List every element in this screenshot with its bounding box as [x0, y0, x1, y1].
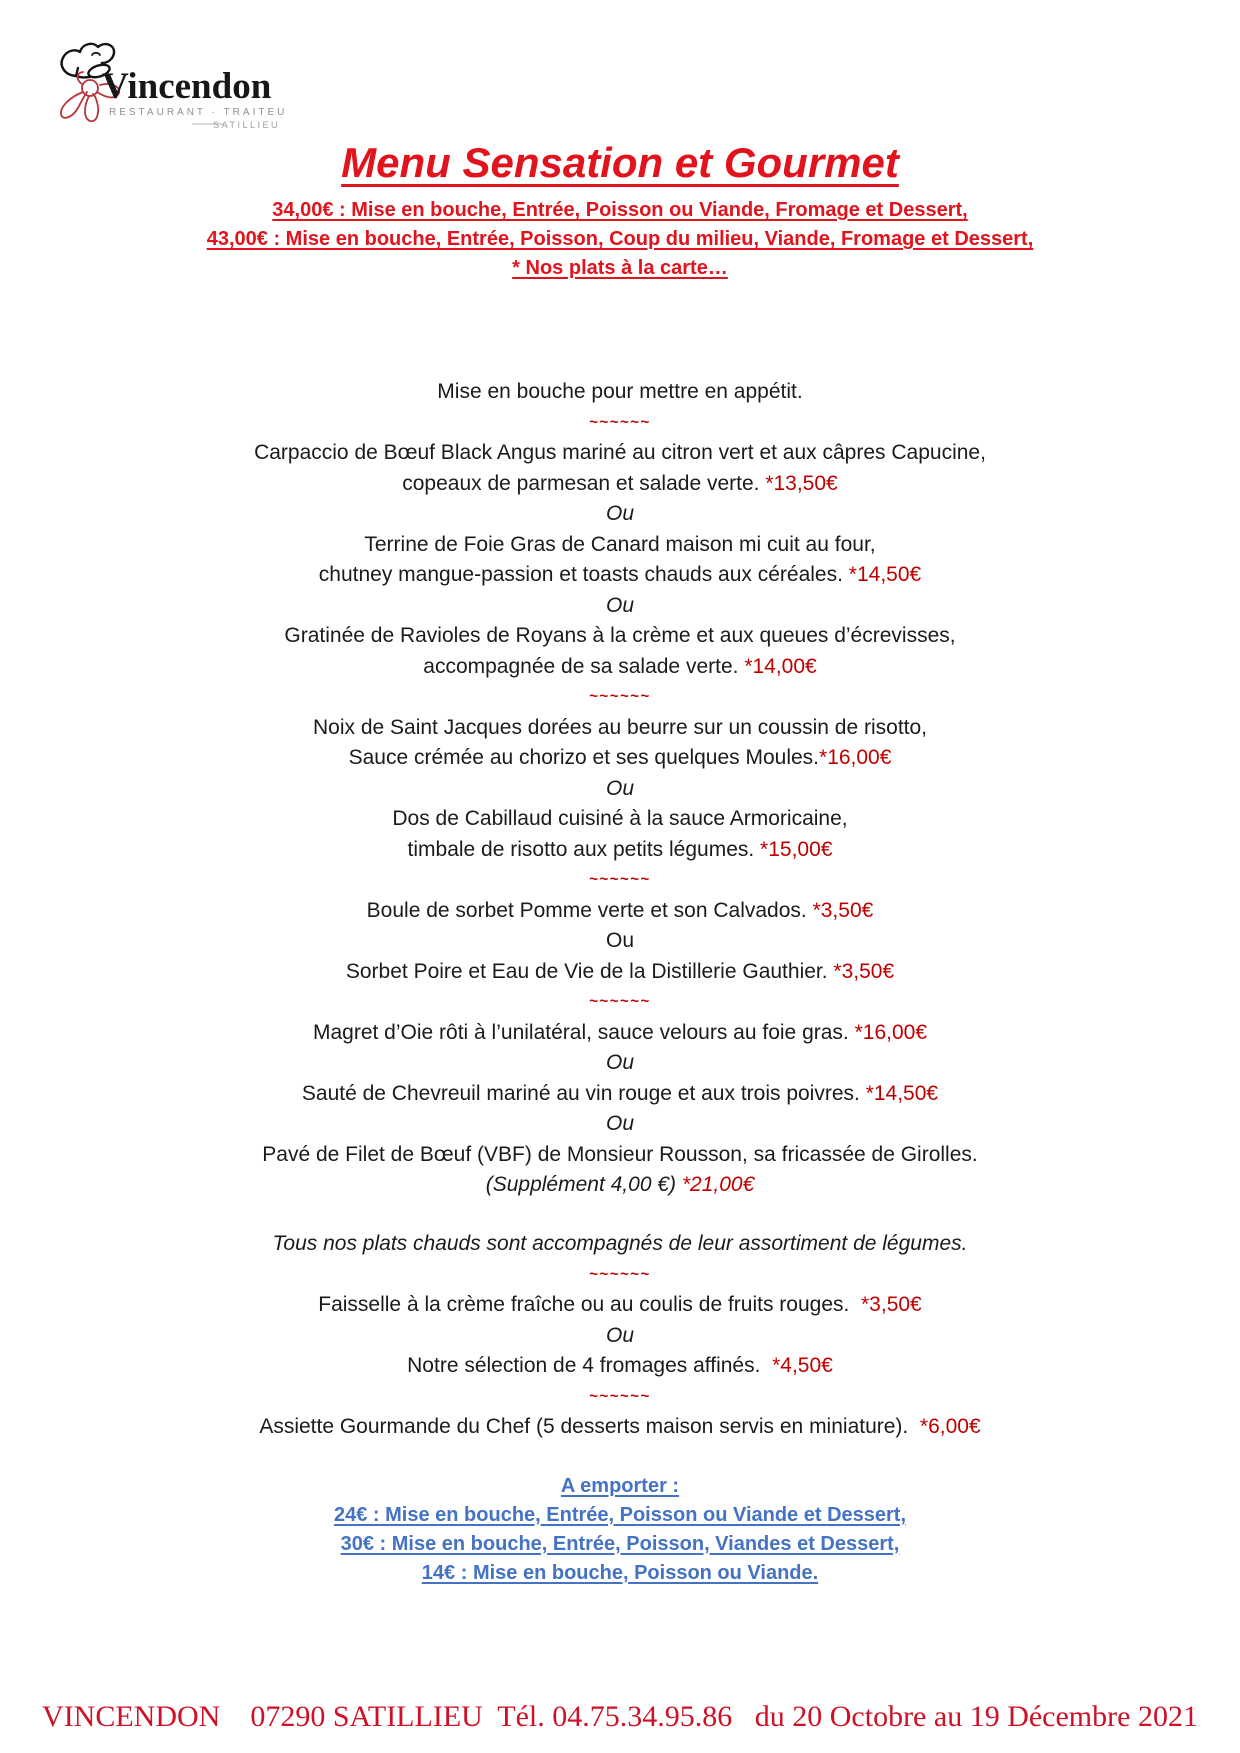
dish-text: Sorbet Poire et Eau de Vie de la Distillerie Gauthier. [345, 959, 828, 983]
formula-text: 34,00€ : Mise en bouche, Entrée, Poisson ou Viande, Fromage et Dessert, [272, 199, 968, 221]
menu-line [0, 896, 1240, 927]
or-divider [0, 926, 1240, 957]
menu-line [0, 438, 1240, 469]
dish-price: *4,50€ [760, 1354, 833, 1377]
dish-text: Dos de Cabillaud cuisiné à la sauce Armoricaine, [392, 807, 848, 830]
dish-price: *3,50€ [806, 898, 874, 922]
menu-line [0, 1412, 1240, 1443]
dish-text: Mise en bouche pour mettre en appétit. [437, 380, 803, 403]
dish-text: Boule de sorbet Pomme verte et son Calvados. [366, 898, 807, 922]
dish-text: Pavé de Filet de Bœuf (VBF) de Monsieur Rousson, sa fricassée de Girolles. [262, 1142, 978, 1166]
dish-text: Sauté de Chevreuil mariné au vin rouge et aux trois poivres. [301, 1081, 860, 1105]
dish-text: Ou [605, 593, 634, 617]
menu-line [0, 804, 1240, 835]
takeaway-line-text: 24€ : Mise en bouche, Entrée, Poisson ou Viande et Dessert, [333, 1503, 907, 1526]
menu-line [0, 1351, 1240, 1382]
menu-formulas [0, 196, 1240, 283]
dish-text: Ou [605, 776, 634, 800]
dish-price: *6,00€ [908, 1415, 981, 1438]
dish-text: Notre sélection de 4 fromages affinés. [407, 1354, 761, 1377]
dish-price: *14,50€ [842, 563, 922, 586]
dish-text: Noix de Saint Jacques dorées au beurre sur un coussin de risotto, [312, 715, 927, 739]
formula-text: * Nos plats à la carte… [512, 257, 728, 279]
dish-price: *15,00€ [754, 837, 833, 861]
dish-text: Ou [605, 929, 634, 952]
menu-line [0, 469, 1240, 500]
dish-text: (Supplément 4,00 €) [485, 1173, 677, 1196]
section-separator: ~~~~~~ [589, 688, 651, 705]
or-divider [0, 1321, 1240, 1352]
dish-text: Terrine de Foie Gras de Canard maison mi cuit au four, [364, 532, 876, 556]
takeaway-line [0, 1501, 1240, 1530]
menu-line [0, 530, 1240, 561]
restaurant-logo [52, 40, 287, 140]
dish-text: Magret d’Oie rôti à l’unilatéral, sauce velours au foie gras. [312, 1020, 849, 1044]
formula-text: 43,00€ : Mise en bouche, Entrée, Poisson, Coup du milieu, Viande, Fromage et Dessert, [206, 228, 1034, 250]
menu-line [0, 957, 1240, 988]
dish-text: Assiette Gourmande du Chef (5 desserts maison servis en miniature). [259, 1415, 909, 1438]
menu-intro [0, 377, 1240, 408]
menu-line [0, 743, 1240, 774]
dish-price: *16,00€ [848, 1020, 928, 1044]
menu-line [0, 560, 1240, 591]
dish-text: Faisselle à la crème fraîche ou au coulis de fruits rouges. [318, 1293, 850, 1316]
dish-price: *13,50€ [759, 471, 838, 495]
dish-price: *14,50€ [859, 1081, 939, 1105]
formula-line [0, 196, 1240, 225]
takeaway-title [0, 1472, 1240, 1501]
formula-line [0, 225, 1240, 254]
takeaway-line-text: 30€ : Mise en bouche, Entrée, Poisson, Viandes et Dessert, [340, 1532, 900, 1555]
dish-text: Gratinée de Ravioles de Royans à la crème et aux queues d’écrevisses, [284, 624, 956, 647]
or-divider [0, 499, 1240, 530]
blank-line [0, 1201, 1240, 1230]
section-separator: ~~~~~~ [589, 1387, 651, 1405]
or-divider [0, 1048, 1240, 1079]
logo-tagline: RESTAURANT · TRAITEUR [109, 107, 287, 118]
logo-wordmark: Vincendon [102, 66, 272, 107]
takeaway-line-text: 14€ : Mise en bouche, Poisson ou Viande. [421, 1561, 819, 1584]
takeaway-title-text: A emporter : [560, 1474, 680, 1497]
menu-line [0, 652, 1240, 683]
menu-line [0, 621, 1240, 652]
or-divider [0, 774, 1240, 805]
dish-text: Carpaccio de Bœuf Black Angus mariné au citron vert et aux câpres Capucine, [254, 441, 986, 464]
menu-line [0, 1170, 1240, 1201]
formula-line [0, 254, 1240, 283]
page-title: Menu Sensation et Gourmet [341, 139, 899, 186]
takeaway-line [0, 1559, 1240, 1588]
dish-price: *3,50€ [849, 1293, 922, 1316]
logo-graphic [52, 40, 287, 135]
section-separator: ~~~~~~ [589, 413, 651, 431]
logo-city: SATILLIEU [213, 120, 280, 130]
dish-text: accompagnée de sa salade verte. [423, 654, 739, 678]
dish-price: *3,50€ [827, 959, 895, 983]
section-separator: ~~~~~~ [589, 1265, 651, 1283]
section-separator: ~~~~~~ [589, 993, 651, 1010]
menu-line [0, 713, 1240, 744]
dish-text: Ou [605, 1112, 634, 1135]
or-divider [0, 1109, 1240, 1140]
menu-line [0, 835, 1240, 866]
menu-line [0, 1018, 1240, 1049]
dish-price: *14,00€ [738, 654, 817, 678]
footer-line: VINCENDON 07290 SATILLIEU Tél. 04.75.34.95.86 du 20 Octobre au 19 Décembre 2021 [42, 1700, 1198, 1733]
takeaway-lines [0, 1501, 1240, 1588]
dish-price: *21,00€ [676, 1173, 755, 1196]
dish-text: Ou [605, 502, 634, 525]
dish-text: Ou [605, 1323, 634, 1347]
dish-text: Ou [605, 1051, 634, 1074]
dish-text: copeaux de parmesan et salade verte. [402, 471, 760, 495]
dish-text: Tous nos plats chauds sont accompagnés de leur assortiment de légumes. [272, 1232, 968, 1255]
menu-lines [0, 377, 1240, 1443]
dish-price: *16,00€ [819, 746, 892, 769]
takeaway-section [0, 1472, 1240, 1588]
menu-note [0, 1229, 1240, 1260]
dish-text: chutney mangue-passion et toasts chauds aux céréales. [318, 563, 843, 586]
menu-line [0, 1079, 1240, 1110]
dish-text: timbale de risotto aux petits légumes. [407, 837, 755, 861]
menu-line [0, 1140, 1240, 1171]
or-divider [0, 591, 1240, 622]
dish-text: Sauce crémée au chorizo et ses quelques Moules. [348, 746, 820, 769]
section-separator: ~~~~~~ [589, 871, 651, 888]
menu-line [0, 1290, 1240, 1321]
takeaway-line [0, 1530, 1240, 1559]
